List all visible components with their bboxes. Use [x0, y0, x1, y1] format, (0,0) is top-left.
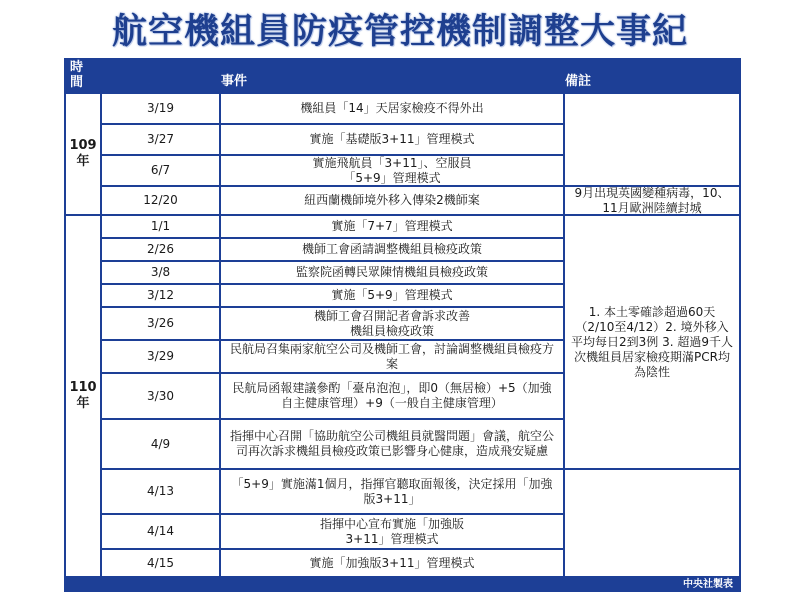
- event-cell: 民航局召集兩家航空公司及機師工會，討論調整機組員檢疫方案: [221, 341, 563, 372]
- event-cell: 監察院函轉民眾陳情機組員檢疫政策: [221, 262, 563, 283]
- event-cell: 機組員「14」天居家檢疫不得外出: [221, 94, 563, 123]
- date-cell: 3/8: [102, 262, 219, 283]
- event-cell: 機師工會召開記者會訴求改善機組員檢疫政策: [221, 308, 563, 339]
- note-cell: 1. 本土零確診超過60天（2/10至4/12）2. 境外移入平均每日2到3例 3. 超過9千人次機組員居家檢疫期滿PCR均為陰性: [565, 216, 739, 468]
- event-cell: 紐西蘭機師境外移入傳染2機師案: [221, 187, 563, 214]
- date-cell: 3/29: [102, 341, 219, 372]
- date-cell: 12/20: [102, 187, 219, 214]
- date-cell: 2/26: [102, 239, 219, 260]
- header-time: 時間: [70, 60, 84, 90]
- note-cell-empty: [565, 94, 739, 185]
- date-cell: 3/19: [102, 94, 219, 123]
- event-cell: 實施「5+9」管理模式: [221, 285, 563, 306]
- date-cell: 3/12: [102, 285, 219, 306]
- date-cell: 6/7: [102, 156, 219, 185]
- event-cell: 實施「加強版3+11」管理模式: [221, 550, 563, 576]
- date-cell: 4/15: [102, 550, 219, 576]
- event-cell: 實施飛航員「3+11」、空服員「5+9」管理模式: [221, 156, 563, 185]
- header-event: 事件: [221, 74, 248, 89]
- note-cell-empty: [565, 470, 739, 576]
- event-cell: 指揮中心召開「協助航空公司機組員就醫問題」會議，航空公司再次訴求機組員檢疫政策已影響身心健康，造成飛安疑慮: [221, 420, 563, 468]
- date-cell: 4/9: [102, 420, 219, 468]
- date-cell: 4/14: [102, 515, 219, 548]
- credit-label: 中央社製表: [683, 579, 733, 590]
- date-cell: 3/30: [102, 374, 219, 418]
- date-cell: 3/27: [102, 125, 219, 154]
- timeline-table: [64, 58, 741, 592]
- event-cell: 實施「7+7」管理模式: [221, 216, 563, 237]
- header-note: 備註: [565, 74, 592, 89]
- event-cell: 實施「基礎版3+11」管理模式: [221, 125, 563, 154]
- year-109: 109年: [66, 94, 100, 214]
- year-110: 110年: [66, 216, 100, 576]
- date-cell: 1/1: [102, 216, 219, 237]
- note-cell: 9月出現英國變種病毒，10、11月歐洲陸續封城: [565, 187, 739, 214]
- page-title: 航空機組員防疫管控機制調整大事紀: [111, 12, 688, 52]
- event-cell: 機師工會函請調整機組員檢疫政策: [221, 239, 563, 260]
- date-cell: 3/26: [102, 308, 219, 339]
- date-cell: 4/13: [102, 470, 219, 513]
- event-cell: 民航局函報建議參酌「臺帛泡泡」，即0（無居檢）+5（加強自主健康管理）+9（一般自主健康管理）: [221, 374, 563, 418]
- event-cell: 「5+9」實施滿1個月，指揮官聽取面報後，決定採用「加強版3+11」: [221, 470, 563, 513]
- event-cell: 指揮中心宣布實施「加強版3+11」管理模式: [221, 515, 563, 548]
